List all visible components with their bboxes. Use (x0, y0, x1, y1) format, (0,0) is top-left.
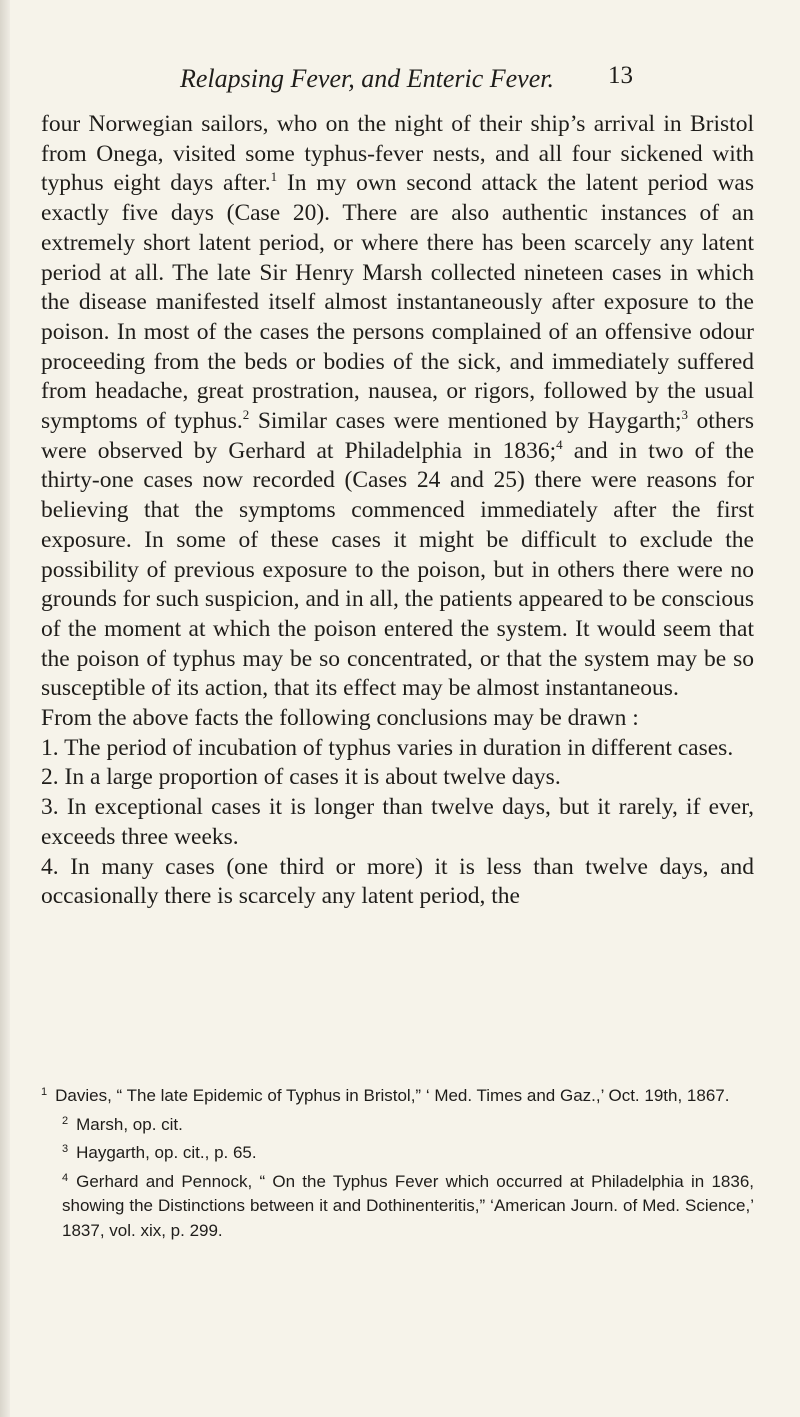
footnote (41, 1166, 754, 1244)
footnote-text: Davies, “ The late Epidemic of Typhus in Bristol,” ‘ Med. Times and Gaz.,’ Oct. 19th, 1867. (55, 1086, 730, 1105)
footnote-ref-4[interactable]: 4 (556, 436, 563, 452)
footnote-text: Haygarth, op. cit., p. 65. (76, 1143, 257, 1162)
footnote-text: Gerhard and Pennock, “ On the Typhus Fever which occurred at Philadelphia in 1836, showing the Distinctions between it and Dothinenteritis,” ‘American Journ. of Med. Science,’ 1837, vol. xix, p. 299. (62, 1171, 754, 1240)
body-text (41, 110, 754, 912)
paragraph-1-text-2: In my own second attack the latent period was exactly five days (Case 20). There are also authentic instances of an extremely short latent period, or where there has been scarcely any latent period at all. The late Sir Henry Marsh collected nineteen cases in which the disease manifested itself almost instantaneously after exposure to the poison. In most of the cases the persons complained of an offensive odour proceeding from the beds or bodies of the sick, and immediately suffered from headache, great prostration, nausea, or rigors, followed by the usual symptoms of typhus. (41, 170, 755, 435)
footnote-number: 2 (62, 1114, 69, 1127)
footnote-ref-2[interactable]: 2 (242, 407, 250, 423)
paragraph-1-text-3: Similar cases were mentioned by Haygarth; (249, 408, 682, 435)
footnote-number: 3 (62, 1143, 69, 1155)
footnote (41, 1137, 754, 1166)
footnote (41, 1109, 754, 1138)
book-spine-shadow (0, 0, 10, 1417)
page-number: 13 (608, 62, 633, 89)
footnote (41, 1080, 754, 1109)
running-header: Relapsing Fever, and Enteric Fever. (180, 64, 554, 93)
paragraph-1-text-1: four Norwegian sailors, who on the night of their ship’s arrival in Bristol from Onega, visited some typhus-fever nests, and all four sickened with typhus eight days after. (41, 111, 754, 197)
footnote-number: 1 (41, 1086, 48, 1098)
conclusion-item: 1. The period of incubation of typhus varies in duration in different cases. (41, 734, 734, 761)
footnotes (41, 1080, 754, 1243)
footnote-text: Marsh, op. cit. (76, 1114, 183, 1134)
paragraph-1-text-4: others were observed by Gerhard at Philadelphia in 1836; (41, 408, 754, 464)
footnote-number: 4 (62, 1171, 69, 1184)
paragraph-2: From the above facts the following conclusions may be drawn : (41, 705, 639, 732)
footnote-ref-3[interactable]: 3 (681, 407, 689, 423)
footnote-ref-1[interactable]: 1 (270, 169, 278, 185)
paragraph-1-text-5: and in two of the thirty-one cases now recorded (Cases 24 and 25) there were reasons for believing that the symptoms commenced immediately after the first exposure. In some of these cases it might be difficult to exclude the possibility of previous exposure to the poison, but in others there were no grounds for such suspicion, and in all, the patients appeared to be conscious of the moment at which the poison entered the system. It would seem that the poison of typhus may be so concentrated, or that the system may be so susceptible of its action, that its effect may be almost instantaneous. (41, 437, 755, 702)
paragraph-1 (41, 110, 754, 704)
conclusion-item: 3. In exceptional cases it is longer than twelve days, but it rarely, if ever, exceeds three weeks. (41, 794, 754, 850)
conclusion-item: 2. In a large proportion of cases it is about twelve days. (41, 764, 561, 791)
conclusion-item: 4. In many cases (one third or more) it is less than twelve days, and occasionally there is scarcely any latent period, the (41, 853, 754, 910)
